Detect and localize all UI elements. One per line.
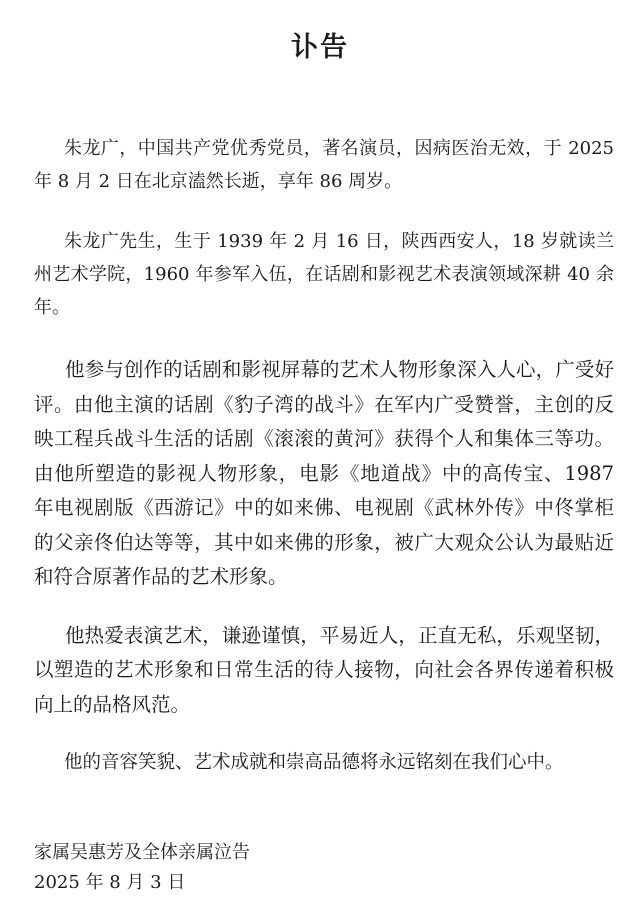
signature-block (34, 838, 434, 898)
paragraph-character: 他热爱表演艺术，谦逊谨慎，平易近人，正直无私，乐观坚韧，以塑造的艺术形象和日常生活的待人接物，向社会各界传递着积极向上的品格风范。 (34, 623, 614, 716)
obituary-body (34, 132, 614, 806)
paragraph-remembrance: 他的音容笑貌、艺术成就和崇高品德将永远铭刻在我们心中。 (64, 752, 564, 773)
page-title: 讣告 (291, 32, 349, 63)
paragraph-announcement: 朱龙广，中国共产党优秀党员，著名演员，因病医治无效，于 2025 年 8 月 2 日在北京溘然长逝，享年 86 周岁。 (34, 138, 614, 192)
paragraph-works: 他参与创作的话剧和影视屏幕的艺术人物形象深入人心，广受好评。由他主演的话剧《豹子湾的战斗》在军内广受赞誉，主创的反映工程兵战斗生活的话剧《滚滚的黄河》获得个人和集体三等功。由他所塑造的影视人物形象，电影《地道战》中的高传宝、1987 年电视剧版《西游记》中的如来佛、电视剧《武林外传》中佟掌柜的父亲佟伯达等等，其中如来佛的形象，被广大观众公认为最贴近和符合原著作品的艺术形象。 (34, 358, 614, 588)
signer: 家属吴惠芳及全体亲属泣告 (34, 842, 250, 863)
signature-date: 2025 年 8 月 3 日 (34, 872, 186, 893)
paragraph-biography: 朱龙广先生，生于 1939 年 2 月 16 日，陕西西安人，18 岁就读兰州艺术学院，1960 年参军入伍，在话剧和影视艺术表演领域深耕 40 余年。 (34, 231, 614, 318)
